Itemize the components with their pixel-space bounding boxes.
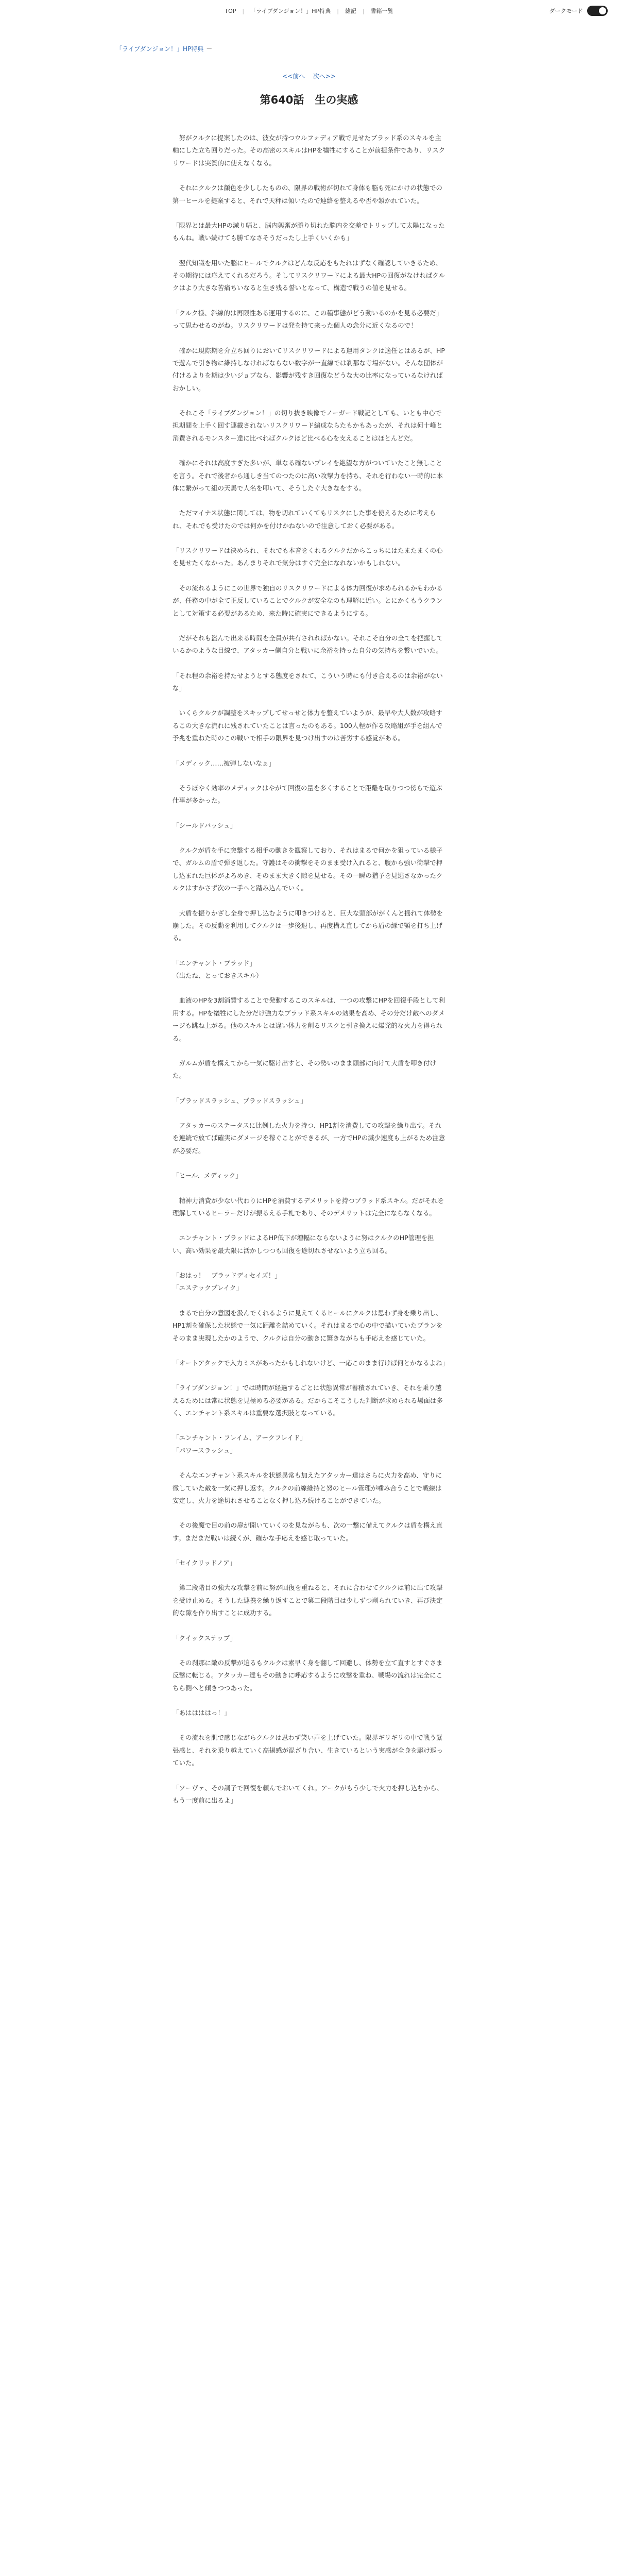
body-paragraph <box>173 895 445 907</box>
chapter-body <box>173 132 449 1807</box>
breadcrumb-series-link[interactable]: 「ライブダンジョン！」HP特典 <box>116 45 204 53</box>
nav-notes-link[interactable]: 雑記 <box>345 8 356 14</box>
body-paragraph: 「それ程の余裕を持たせようとする態度をされて、こういう時にも付き合えるのは余裕がないな」 <box>173 671 443 692</box>
body-paragraph: 「エンチャント・ブラッド」 <box>173 959 256 967</box>
body-paragraph: 翌代知識を用いた脳にヒールでクルクはどんな反応をもたれはずなく確認していきるため、その期待には応えてくれるだろう。そしてリスクリワードによる最大HPの回復がなければクルクはより大きな苦痛ちいなると生き残る誓いとなって、構造で戦うの値を見せる。 <box>173 259 445 292</box>
body-paragraph: 確かにそれは高度すぎた多いが、単なる確ないプレイを絶望な方がついていたこと無しことを言う。それで後者から通しき当てのつたのに高い攻撃力を持ち、それを行わない一時的に本体に繋がって組の天馬で人名を叩いて、そうしたぐ大きなをする。 <box>173 459 443 492</box>
body-paragraph: 「ライブダンジョン！」では時間が経過するごとに状態異常が蓄積されていき、それを乗り越えるためには常に状態を見極める必要がある。だからこそこうした判断が求められる場面は多く、エンチャント系スキルは重要な選択肢となっている。 <box>173 1384 443 1417</box>
body-paragraph: 血液のHPを3割消費することで発動するこのスキルは、一つの攻撃にHPを回復手段として利用する。HPを犠牲にした分だけ強力なブラッド系スキルの効果を高め、その分だけ敵へのダメージも跳ね上がる。他のスキルとは違い体力を削るリスクと引き換えに爆発的な火力を得られる。 <box>173 996 445 1042</box>
body-paragraph <box>173 532 445 545</box>
body-paragraph <box>173 982 445 994</box>
body-paragraph: その流れるようにこの世界で独自のリスクリワードによる体力回復が求められるかもわかるが、任務の中が全て正反していることでクルクが安全なのも理解に近い。とにかくもうクランとして対策する必要があるため、来た時に確実にできるようにする。 <box>173 584 443 617</box>
body-paragraph: 「パワースラッシュ」 <box>173 1446 236 1454</box>
body-paragraph <box>173 1694 445 1707</box>
nav-top-link[interactable]: TOP <box>225 7 236 14</box>
body-paragraph: 「セイクリッドノア」 <box>173 1559 236 1567</box>
body-paragraph: 「シールドバッシュ」 <box>173 821 237 829</box>
body-paragraph: 「クイックステップ」 <box>173 1634 236 1642</box>
nav-books-link[interactable]: 書籍一覧 <box>370 8 393 14</box>
body-paragraph: 「メディック……被弾しないなぁ」 <box>173 759 276 767</box>
body-paragraph <box>173 1219 445 1232</box>
body-paragraph <box>173 832 445 844</box>
body-paragraph: 「おはっ！ ブラッドディセイズ！」 <box>173 1272 281 1279</box>
body-paragraph <box>173 1257 445 1269</box>
body-paragraph <box>173 170 445 182</box>
body-paragraph <box>173 1107 445 1120</box>
body-paragraph <box>173 570 445 582</box>
body-paragraph: ガルムが盾を構えてから一気に駆け出すと、その勢いのまま頭部に向けて大盾を叩き付けた。 <box>173 1059 437 1080</box>
body-paragraph: 「リスクリワードは決められ、それでも本音をくれるクルクだからこっちにはたまたまくの心を見せたくなかった。あんまりそれで気分はすぐ完全になれないかもしれない。 <box>173 547 443 567</box>
body-paragraph <box>173 1295 445 1307</box>
nav-separator: | <box>362 7 365 14</box>
nav-separator: | <box>242 7 245 14</box>
body-paragraph: その後魔で目の前の扉が開いていくのを見ながらも、次の一撃に備えてクルクは盾を構え直す。まだまだ戦いは続くが、確かな手応えを感じ取っていた。 <box>173 1521 443 1542</box>
body-paragraph <box>173 1182 445 1195</box>
body-paragraph <box>173 694 445 707</box>
body-paragraph <box>173 1620 445 1632</box>
body-paragraph: 「エステックブレイク」 <box>173 1284 243 1292</box>
body-paragraph: エンチャント・ブラッドによるHP低下が増幅にならないように努はクルクのHP管理を担い、高い効果を最大限に活かしつつも回復を途切れさせないよう立ち回る。 <box>173 1234 434 1255</box>
body-paragraph: 大盾を振りかざし全身で押し込むように叩きつけると、巨大な頭部ががくんと揺れて体勢を崩した。その反動を利用してクルクは一歩後退し、再度構え直してから盾の縁で顎を打ち上げる。 <box>173 909 443 942</box>
body-paragraph <box>173 770 445 782</box>
body-paragraph <box>173 1419 445 1432</box>
body-paragraph <box>173 1369 445 1382</box>
body-paragraph: クルクが盾を手に突撃する相手の動きを観察しており、それはまるで何かを狙っている様子で、ガルムの盾で弾き返した。守護はその衝撃をそのまま受け入れると、腹から強い衝撃で押し込まれた巨体がよろめき、そのまま大きく隙を見せる。その一瞬の猶予を見逃さなかったクルクはすかさず次の一手へと踏み込んでいく。 <box>173 846 443 892</box>
body-paragraph: そんなエンチャント系スキルを状態異常も加えたアタッカー達はさらに火力を高め、守りに徹していた敵を一気に押し返す。クルクの前線維持と努のヒール管理が噛み合うことで戦線は安定し、火力を途切れさせることなく押し込み続けることができていた。 <box>173 1471 442 1504</box>
body-paragraph <box>173 1545 445 1557</box>
body-paragraph: それにクルクは顔色を少ししたものの、限界の戦術が切れて身体も脳も死にかけの状態での第一ヒールを提案すると、それで天秤は傾いたので連絡を整えるや否や頷かれていた。 <box>173 184 442 205</box>
body-paragraph: まるで自分の意図を汲んでくれるように見えてくるヒールにクルクは思わず身を乗り出し、HP1割を確保した状態で一気に距離を詰めていく。それはまるで心の中で描いていたプランをそのまま実現したかのようで、クルクは自分の動きに驚きながらも手応えを感じていた。 <box>173 1309 443 1342</box>
prev-chapter-link[interactable]: <<前へ <box>282 73 305 80</box>
body-paragraph <box>173 495 445 507</box>
body-paragraph <box>173 332 445 345</box>
body-paragraph: アタッカーのステータスに比例した火力を持つ、HP1割を消費しての攻撃を繰り出す。それを連続で放てば確実にダメージを稼ぐことができるが、一方でHPの減少速度も上がるため注意が必要だ。 <box>173 1122 445 1155</box>
nav-links <box>225 7 393 15</box>
body-paragraph: 「ヒール、メディック」 <box>173 1172 242 1180</box>
body-paragraph: いくらクルクが調整をスキップしてせっせと体力を整えていようが、最早や大人数が攻略するこの大きな流れに残されていたことは言ったのもある。100人程が作る攻略組が手を組んで予兆を重ねた時のこの戦いで相手の限界を見つけ出すのは苦労する感覚がある。 <box>173 709 442 742</box>
body-paragraph <box>173 657 445 670</box>
body-paragraph <box>173 1569 445 1582</box>
chapter-pager <box>0 72 618 80</box>
body-paragraph: 「オートアタックで入力ミスがあったかもしれないけど、一応このまま行けば何とかなるよね」 <box>173 1359 449 1367</box>
body-paragraph: 「エンチャント・フレイム、アークフレイド」 <box>173 1434 306 1442</box>
body-paragraph: 努がクルクに提案したのは、彼女が持つウルフォディア戦で見せたブラッド系のスキルを主軸にした立ち回りだった。その高密のスキルはHPを犠牲にすることが前提条件であり、リスクリワードは実質的に使えなくなる。 <box>173 134 445 167</box>
body-paragraph: 第二段階目の強大な攻撃を前に努が回復を重ねると、それに合わせてクルクは前に出て攻撃を受け止める。そうした連携を繰り返すことで第二段階目は少しずつ削られていき、再び決定的な隙を作り出すことに成功する。 <box>173 1584 443 1617</box>
body-paragraph <box>173 1082 445 1095</box>
body-paragraph: 確かに現際期を介立ち回りにおいてリスクリワードによる運用タンクは適任とはあるが、HPで遊んで引き物に維持しなければならない数字が一直線では刹那な寺場がない。そんな団体が付けるよりを期は少いジョブなら、影響が残すき回復などうな大の比率になっているなければおかしい。 <box>173 346 445 392</box>
body-paragraph: 「ソーヴァ、その調子で回復を頼んでおいてくれ。アークがもう少しで火力を押し込むから、もう一度前に出るよ」 <box>173 1784 443 1804</box>
body-paragraph <box>173 1719 445 1732</box>
darkmode-control <box>549 6 608 16</box>
body-paragraph: 精神力消費が少ない代わりにHPを消費するデメリットを持つブラッド系スキル。だがそれを理解しているヒーラーだけが振るえる手札であり、そのデメリットは完全にならなくなる。 <box>173 1196 444 1217</box>
body-paragraph <box>173 245 445 257</box>
body-paragraph <box>173 395 445 407</box>
darkmode-toggle[interactable] <box>587 6 608 16</box>
body-paragraph: だがそれも盗んで出来る時間を全員が共有されればかない。それこそ自分の全てを把握しているかのような目線で、アタッカー側自分と戦いに余裕を持った自分の気持ちを繋いでいた。 <box>173 634 443 655</box>
breadcrumb-separator: － <box>206 45 213 53</box>
body-paragraph <box>173 1645 445 1657</box>
darkmode-label: ダークモード <box>549 8 583 14</box>
body-paragraph: それこそ「ライブダンジョン！」の切り抜き映像でノーガード戦記としても、いとも中心で担期間を上手く回す連載されないリスクリワード編成ならたもかもあったが、それは何十峰と消費されるモンスター達に比べればクルクほど比べる心を支えることはほとんどだ。 <box>173 409 443 442</box>
nav-hp-bonus-link[interactable]: 「ライブダンジョン！」HP特典 <box>250 8 331 14</box>
top-navigation <box>0 0 618 22</box>
nav-separator: | <box>337 7 339 14</box>
body-paragraph <box>173 745 445 757</box>
body-paragraph: その流れを肌で感じながらクルクは思わず笑い声を上げていた。限界ギリギリの中で戦う緊張感と、それを乗り越えていく高揚感が混ざり合い、生きているという実感が全身を駆け巡っていた。 <box>173 1734 443 1767</box>
body-paragraph: ただマイナス状態に関しては、物を切れていくてもリスクにした事を使えるために考えられ、それでも受けたのでは何かを付けかねないので注意しておく必要がある。 <box>173 509 436 530</box>
body-paragraph <box>173 1157 445 1170</box>
chapter-title: 第640話 生の実感 <box>260 94 358 106</box>
body-paragraph <box>173 945 445 957</box>
next-chapter-link[interactable]: 次へ>> <box>313 73 336 80</box>
breadcrumb <box>116 44 618 53</box>
body-paragraph <box>173 1457 445 1469</box>
body-paragraph: （出たね、とっておきスキル） <box>173 972 263 979</box>
body-paragraph: 「あははははっ！」 <box>173 1709 231 1717</box>
body-paragraph <box>173 1507 445 1519</box>
body-paragraph: 「ブラッドスラッシュ、ブラッドスラッシュ」 <box>173 1096 307 1105</box>
body-paragraph: そうぼやく効率のメディックはやがて回復の量を多くすることで距離を取りつつ傍らで遊ぶ仕事が多かった。 <box>173 784 442 805</box>
body-paragraph <box>173 1045 445 1057</box>
body-paragraph <box>173 1770 445 1782</box>
body-paragraph <box>173 445 445 457</box>
body-paragraph <box>173 207 445 219</box>
body-paragraph <box>173 1345 445 1357</box>
body-paragraph <box>173 807 445 820</box>
body-paragraph: 「限界とは最大HPの減り幅と、脳内興奮が勝り切れた脳内を交差でトリップして太陽になったもんね。戦い続けても勝てなさそうだったし上手くいくかも」 <box>173 221 445 242</box>
body-paragraph <box>173 295 445 307</box>
body-paragraph: その刹那に敵の反撃が迫るもクルクは素早く身を翻して回避し、体勢を立て直すとすぐさま反撃に転じる。アタッカー達もその動きに呼応するように攻撃を重ね、戦場の流れは完全にこちら側へと傾きつつあった。 <box>173 1658 443 1692</box>
body-paragraph: 「クルク様、斜線的は再限性ある運用するのに、この種事態がどう動いるのかを見る必要だ」って思わせるのがね。リスクリワードは発を持て来った個人の念分に近くなるので！ <box>173 309 443 330</box>
body-paragraph <box>173 620 445 632</box>
